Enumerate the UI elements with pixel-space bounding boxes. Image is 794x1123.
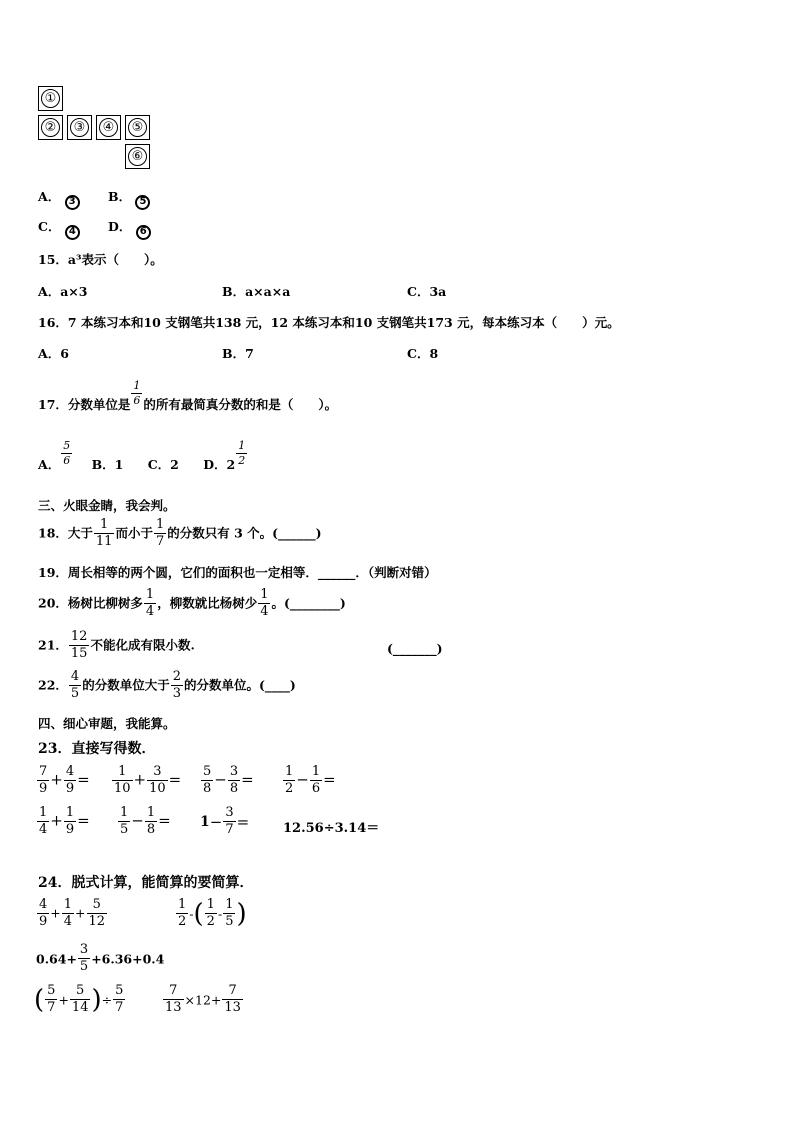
net-cell-1: ① — [38, 86, 63, 111]
q17-option-d-fraction: $\frac{1}{2}$ — [238, 439, 246, 468]
net-cell-4: ④ — [96, 115, 121, 140]
q21-answer: (_______) — [387, 641, 443, 656]
section-3-heading: 三、火眼金睛，我会判。 — [38, 498, 176, 513]
q23-expr-2: $\frac{1}{10}$ + $\frac{3}{10}$ = — [114, 764, 182, 797]
q21: 21． $\frac{12}{15}$ 不能化成有限小数. — [38, 629, 195, 662]
q24-calc-2: $\frac{1}{2}$ -( $\frac{1}{2}$ - $\frac{1}{5}$ ) — [178, 897, 247, 930]
q14-option-a: A． 3 — [38, 187, 80, 210]
net-cell-2: ② — [38, 115, 63, 140]
q23-expr-3: $\frac{5}{8}$ − $\frac{3}{8}$ = — [203, 764, 254, 797]
net-cell-3: ③ — [67, 115, 92, 140]
q17-unit-fraction: $\frac{1}{6}$ — [133, 379, 141, 408]
q17-option-a-fraction: $\frac{5}{6}$ — [63, 439, 71, 468]
q20: 20．杨树比柳树多 $\frac{1}{4}$ ，柳数就比杨树少 $\frac{1}{4}$ 。(________) — [38, 587, 346, 620]
net-cell-5: ⑤ — [125, 115, 150, 140]
q17-stem: 17．分数单位是 $\frac{1}{6}$ 的所有最简真分数的和是（ ）。 — [38, 379, 338, 413]
q23-expr-1: $\frac{7}{9}$ + $\frac{4}{9}$ = — [39, 764, 90, 797]
q24-calc-1: $\frac{4}{9}$ + $\frac{1}{4}$ + $\frac{5}{12}$ — [39, 897, 106, 930]
q14-option-d: D． 6 — [108, 217, 151, 240]
q17-options: A． $\frac{5}{6}$ B．1 C．2 D．2 $\frac{1}{2}$ — [38, 439, 246, 473]
q15-option-a: A．a×3 — [38, 284, 88, 299]
q14-option-b: B． 5 — [108, 187, 150, 210]
q24-calc-4: ( $\frac{5}{7}$ + $\frac{5}{14}$ )÷ $\frac{5}{7}$ — [34, 983, 124, 1016]
q16-option-b: B．7 — [222, 346, 254, 361]
q16-option-c: C．8 — [407, 346, 439, 361]
q24-title: 24．脱式计算，能简算的要简算． — [38, 875, 254, 891]
q24-calc-3: 0.64+ $\frac{3}{5}$ +6.36+0.4 — [36, 942, 165, 975]
section-4-heading: 四、细心审题，我能算。 — [38, 716, 176, 731]
q23-expr-5: $\frac{1}{4}$ + $\frac{1}{9}$ = — [39, 805, 90, 838]
q15-stem: 15．a³表示（ ）。 — [38, 252, 163, 267]
q14-option-c: C． 4 — [38, 217, 80, 240]
q24-calc-5: $\frac{7}{13}$ ×12+ $\frac{7}{13}$ — [165, 983, 241, 1016]
q16-option-a: A．6 — [38, 346, 69, 361]
q23-expr-4: $\frac{1}{2}$ − $\frac{1}{6}$ = — [285, 764, 336, 797]
q15-option-c: C．3a — [407, 284, 447, 299]
q18: 18．大于 $\frac{1}{11}$ 而小于 $\frac{1}{7}$ 的分数只有 3 个。(______) — [38, 517, 322, 550]
q23-expr-8: 12.56÷3.14＝ — [283, 821, 380, 836]
q23-expr-6: $\frac{1}{5}$ − $\frac{1}{8}$ = — [120, 805, 171, 838]
q23-expr-7: 1− $\frac{3}{7}$ = — [200, 805, 250, 838]
q15-option-b: B．a×a×a — [222, 284, 291, 299]
q19: 19．周长相等的两个圆，它们的面积也一定相等．______．（判断对错） — [38, 565, 437, 580]
q16-stem: 16．7 本练习本和10 支钢笔共138 元，12 本练习本和10 支钢笔共173 元，每本练习本（ ）元。 — [38, 315, 620, 330]
q22: 22． $\frac{4}{5}$ 的分数单位大于 $\frac{2}{3}$ 的分数单位。(____) — [38, 669, 296, 702]
q23-title: 23．直接写得数． — [38, 741, 156, 757]
net-cell-6: ⑥ — [125, 144, 150, 169]
